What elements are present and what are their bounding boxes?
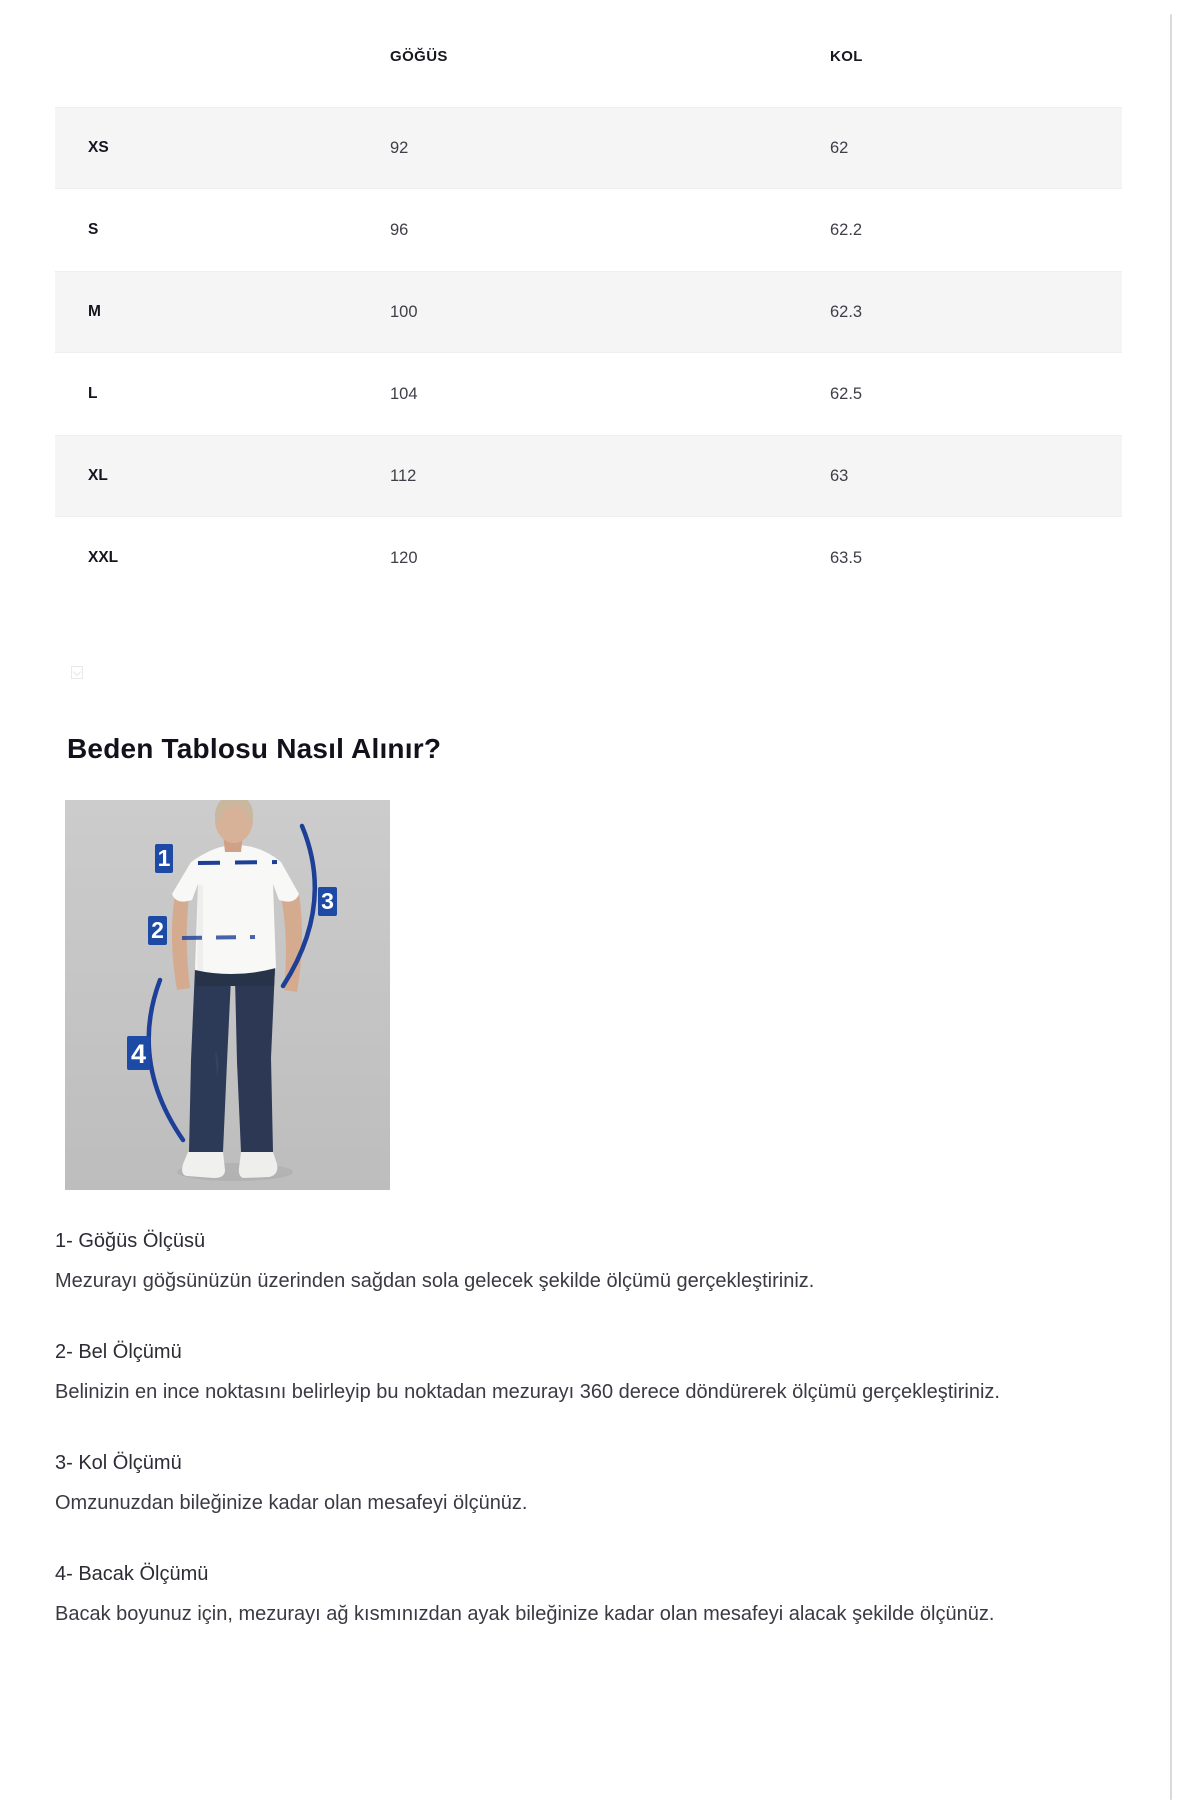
guide-heading: Beden Tablosu Nasıl Alınır? [67,733,442,764]
measurement-figure [65,800,390,1190]
measurement-section [55,1221,1050,1301]
gogus-value: 100 [390,302,418,321]
badge-3-number: 3 [321,888,334,914]
size-table-body [55,107,1122,599]
left-sneaker [182,1152,225,1178]
size-label: S [88,221,99,238]
size-table-row [55,435,1122,517]
size-label: XXL [88,549,119,566]
tshirt-shading [197,884,203,971]
kol-value: 63 [830,466,849,485]
gogus-value: 120 [390,548,418,567]
gogus-value: 104 [390,384,418,403]
measurement-section-body: Belinizin en ince noktasını belirleyip bu noktadan mezurayı 360 derece döndürerek ölçümü gerçekleştiriniz. [55,1381,1000,1403]
measurement-section [55,1332,1050,1412]
column-header-kol: KOL [830,48,863,65]
measurement-section-title: 1- Göğüs Ölçüsü [55,1230,206,1252]
measurement-instructions [55,1221,1050,1665]
badge-2-number: 2 [151,917,164,943]
column-header-gogus: GÖĞÜS [390,48,448,65]
size-table-row [55,353,1122,435]
size-table [55,30,1122,599]
badge-1-number: 1 [157,845,171,871]
size-label: L [88,385,98,402]
measurement-section-body: Omzunuzdan bileğinize kadar olan mesafeyi ölçünüz. [55,1492,528,1514]
measurement-section-body: Bacak boyunuz için, mezurayı ağ kısmınızdan ayak bileğinize kadar olan mesafeyi alacak şekilde ölçünüz. [55,1603,995,1625]
size-label: M [88,303,101,320]
model-photo [65,800,390,1190]
kol-value: 62.5 [830,384,863,403]
kol-value: 62.3 [830,302,863,321]
size-table-row [55,517,1122,599]
broken-image-icon [71,666,83,679]
right-sneaker [239,1152,277,1178]
size-table-header [55,30,1122,107]
gogus-value: 112 [390,466,417,485]
measurement-section-title: 2- Bel Ölçümü [55,1341,182,1363]
measurement-section [55,1554,1050,1634]
size-table-row [55,189,1122,271]
gogus-value: 96 [390,220,409,239]
measurement-section [55,1443,1050,1523]
kol-value: 62 [830,138,849,157]
measurement-section-title: 4- Bacak Ölçümü [55,1563,209,1585]
size-label: XL [88,467,108,484]
badge-4-number: 4 [130,1039,147,1069]
model-right-leg [235,968,275,1152]
scrollbar-track[interactable] [1170,14,1172,1800]
size-label: XS [88,139,109,156]
measurement-section-title: 3- Kol Ölçümü [55,1452,182,1474]
column-header-empty [55,30,390,107]
kol-value: 62.2 [830,220,863,239]
gogus-value: 92 [390,138,409,157]
measurement-section-body: Mezurayı göğsünüzün üzerinden sağdan sola gelecek şekilde ölçümü gerçekleştiriniz. [55,1270,815,1292]
kol-value: 63.5 [830,548,863,567]
size-table-row [55,107,1122,189]
size-table-row [55,271,1122,353]
